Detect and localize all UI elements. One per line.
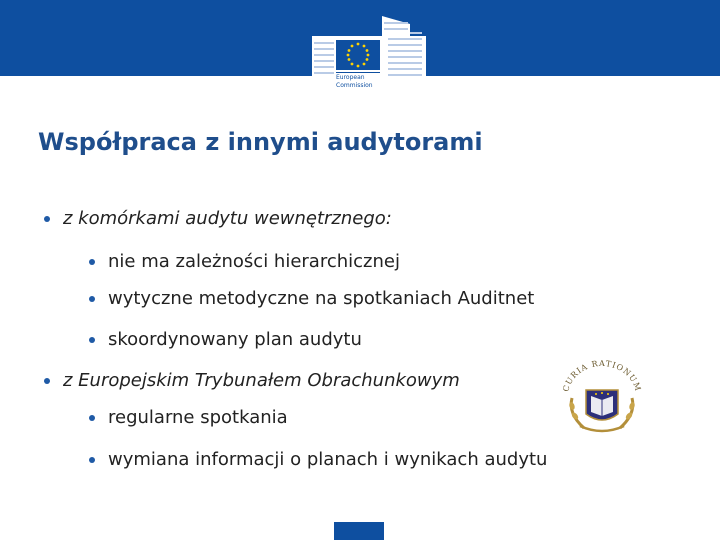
logo-line-1: European (336, 74, 365, 81)
bullet-dot (89, 259, 95, 265)
logo-line-2: Commission (336, 82, 373, 89)
bullet-level1-internal-audit (63, 208, 392, 230)
bullet-text: z komórkami audytu wewnętrznego: (63, 208, 392, 229)
bullet-level1-court-of-auditors (63, 370, 460, 392)
bullet-level2-item (108, 329, 362, 351)
bullet-text: wytyczne metodyczne na spotkaniach Auditnet (108, 288, 535, 309)
bullet-text: z Europejskim Trybunałem Obrachunkowym (63, 370, 460, 391)
bullet-dot (44, 378, 50, 384)
bullet-text: nie ma zależności hierarchicznej (108, 251, 400, 272)
bullet-level2-item (108, 449, 547, 471)
bullet-text: wymiana informacji o planach i wynikach audytu (108, 449, 548, 470)
bullet-level2-item (108, 251, 400, 273)
seal-text: CURIA RATIONUM (561, 358, 643, 393)
bullet-dot (89, 337, 95, 343)
bullet-level2-item (108, 407, 288, 429)
european-commission-wordmark (336, 74, 390, 98)
svg-text:CURIA RATIONUM (561, 359, 642, 393)
bullet-dot (89, 296, 95, 302)
bullet-text: regularne spotkania (108, 407, 288, 428)
bullet-dot (89, 415, 95, 421)
bullet-dot (44, 216, 50, 222)
bullet-dot (89, 457, 95, 463)
bullet-level2-item (108, 288, 534, 310)
bullet-text: skoordynowany plan audytu (108, 329, 362, 350)
slide-title: Współpraca z innymi audytorami (38, 128, 483, 156)
footer-bar (334, 522, 384, 540)
curia-rationum-seal-icon (558, 356, 646, 436)
